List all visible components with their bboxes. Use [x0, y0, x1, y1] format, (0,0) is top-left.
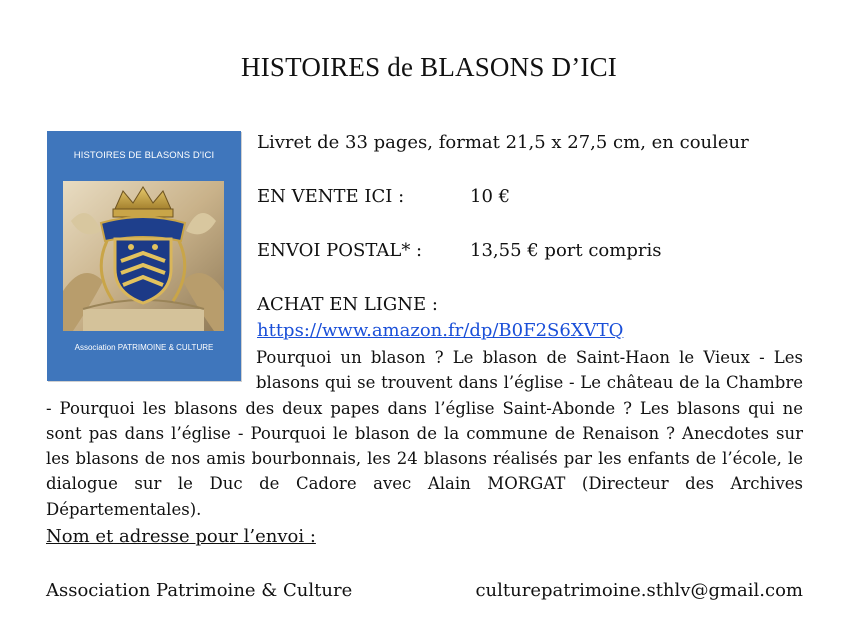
sale-label: EN VENTE ICI : — [257, 186, 405, 207]
page-title: HISTOIRES de BLASONS D’ICI — [241, 52, 617, 82]
format-line: Livret de 33 pages, format 21,5 x 27,5 cm, en couleur — [257, 132, 749, 153]
postal-line — [257, 240, 661, 261]
sale-line — [257, 186, 510, 207]
footer-email[interactable]: culturepatrimoine.sthlv@gmail.com — [475, 580, 803, 601]
description-paragraph: Pourquoi un blason ? Le blason de Saint-Haon le Vieux - Les blasons qui se trouvent dans l’église - Le château de la Chambre - Pourquoi les blasons des deux papes dans l’église Saint-Abonde ? Les blasons qui ne sont pas dans l’église - Pourquoi le blason de la commune de Renaison ? Anecdotes sur les blasons de nos amis bourbonnais, les 24 blasons réalisés par les enfants de l’école, le dialogue sur le Duc de Cadore avec Alain MORGAT (Directeur des Archives Départementales). — [46, 348, 803, 519]
book-cover — [47, 131, 241, 381]
postal-price: 13,55 € port compris — [470, 240, 662, 261]
sale-price: 10 € — [470, 186, 511, 207]
postal-label: ENVOI POSTAL* : — [257, 240, 423, 261]
cover-title: HISTOIRES DE BLASONS D'ICI — [73, 150, 215, 161]
footer-association: Association Patrimoine & Culture — [46, 580, 353, 601]
cover-association: Association PATRIMOINE & CULTURE — [74, 343, 214, 352]
shipping-heading: Nom et adresse pour l’envoi : — [46, 526, 316, 547]
online-label: ACHAT EN LIGNE : — [257, 294, 438, 315]
coat-of-arms-photo — [63, 181, 224, 331]
amazon-link[interactable]: https://www.amazon.fr/dp/B0F2S6XVTQ — [257, 320, 624, 341]
